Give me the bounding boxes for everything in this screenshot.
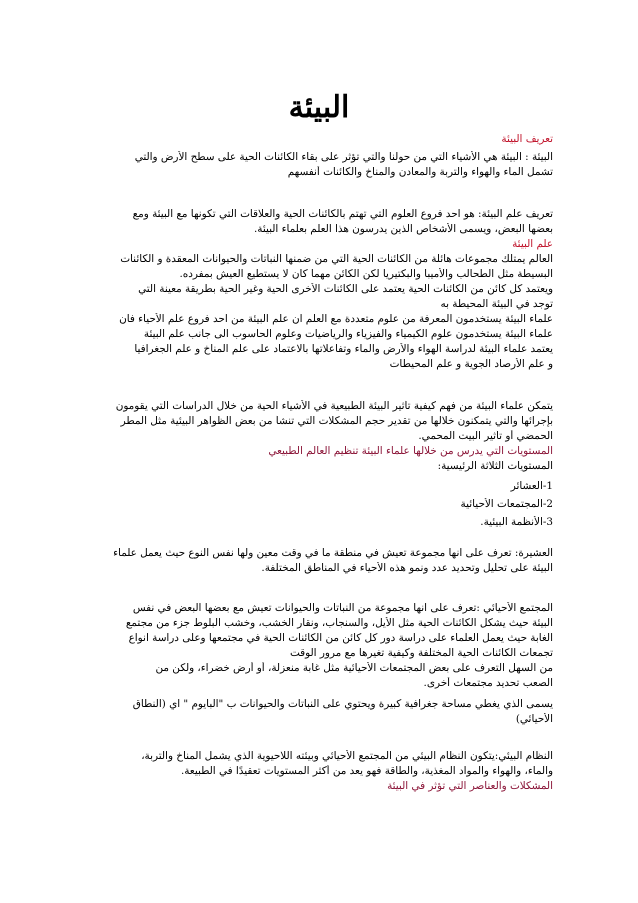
paragraph-line: البيئة على تحليل وتحديد عدد ونمو هذه الأحياء في المناطق المختلفة.	[261, 562, 553, 574]
paragraph-line: الأحيائي)	[515, 713, 553, 725]
section-heading: علم البيئة	[512, 238, 553, 250]
paragraph-line: البيئة : البيئة هي الأشياء التي من حولنا والتي تؤثر على بقاء الكائنات الحية على سطح الأرض والتي	[134, 151, 553, 163]
paragraph-line: يتمكن علماء البيئة من فهم كيفية تأثير البيئة الطبيعية في الأشياء الحية من خلال الدراسات التي يقومون	[115, 400, 553, 412]
paragraph-line: و علم الأرصاد الجوية و علم المحيطات	[389, 358, 553, 370]
list-item: 2-المجتمعات الأحيائية	[460, 498, 553, 510]
section-heading: تعريف البيئة	[501, 133, 553, 145]
paragraph-line: العالم يمتلك مجموعات هائلة من الكائنات الحية التي من ضمنها النباتات والحيوانات المعقدة و الكائنات	[120, 253, 553, 265]
paragraph-line: تجمعات الكائنات الحية المختلفة وكيفية تغيرها مع مرور الوقت	[289, 647, 553, 659]
paragraph-line: المستويات الثلاثة الرئيسية:	[437, 460, 553, 472]
paragraph-line: البيئة حيث يشكل الكائنات الحية مثل الأيل، والسنجاب، ونقار الخشب، وخشب البلوط جزء من مجتمع	[125, 617, 553, 629]
paragraph-line: تشمل الماء والهواء والتربة والمعادن والمناخ والكائنات أنفسهم	[287, 166, 553, 178]
paragraph-line: الغابة حيث يعمل العلماء على دراسة دور كل كائن من الكائنات الحية في مجتمعها وعلى دراسة انواع	[128, 632, 553, 644]
section-heading: المستويات التي يدرس من خلالها علماء البيئة تنظيم العالم الطبيعي	[268, 445, 553, 457]
paragraph-line: بعضها البعض، ويسمى الأشخاص الذين يدرسون هذا العلم بعلماء البيئة.	[253, 223, 553, 235]
paragraph-line: يعتمد علماء البيئة لدراسة الهواء والأرض والماء وتفاعلاتها بالاعتماد على علم المناخ و علم الجغرافيا	[134, 343, 553, 355]
paragraph-line: يسمى الذي يغطي مساحة جغرافية كبيرة ويحتوي على النباتات والحيوانات ب "البايوم " اي (النطاق	[132, 698, 553, 710]
paragraph-line: المجتمع الأحيائي :تعرف على انها مجموعة من النباتات والحيوانات تعيش مع بعضها البعض في نفس	[132, 602, 553, 614]
paragraph-line: الصعب تحديد مجتمعات أخرى.	[423, 677, 553, 689]
paragraph-line: من السهل التعرف على بعض المجتمعات الأحيائية مثل غابة منعزلة، أو أرض خضراء، ولكن من	[155, 662, 553, 674]
page-title: البيئة	[288, 90, 350, 125]
paragraph-line: الحمضي أو تأثير البيت المحمي.	[418, 430, 553, 442]
paragraph-line: البسيطة مثل الطحالب والأميبا والبكتيريا لكن الكائن مهما كان لا يستطيع العيش بمفرده.	[179, 268, 553, 280]
list-item: 1-العشائر	[510, 480, 553, 492]
paragraph-line: والماء، والهواء والمواد المغذية، والطاقة فهو يعد من أكثر المستويات تعقيدًا في الطبيعة.	[180, 765, 553, 777]
paragraph-line: بإجرائها والتي يتمكنون خلالها من تقدير حجم المشكلات التي تنشأ من بعض الظواهر البيئية مثل المطر	[120, 415, 553, 427]
paragraph-line: العشيرة: تعرف على انها مجموعة تعيش في منطقة ما في وقت معين ولها نفس النوع حيث يعمل علماء	[113, 547, 553, 559]
paragraph-line: تعريف علم البيئة: هو احد فروع العلوم التي تهتم بالكائنات الحية والعلاقات التي تكونها مع البيئة ومع	[132, 208, 553, 220]
paragraph-line: علماء البيئة يستخدمون علوم الكيمياء والفيزياء والرياضيات وعلوم الحاسوب الى جانب علم البيئة	[143, 328, 553, 340]
section-heading: المشكلات والعناصر التي تؤثر في البيئة	[387, 780, 553, 792]
paragraph-line: النظام البيئي:يتكون النظام البيئي من المجتمع الأحيائي وبيئته اللاحيوية الذي يشمل المناخ والتربة،	[141, 750, 553, 762]
paragraph-line: توجد في البيئة المحيطة به	[440, 298, 553, 310]
list-item: 3-الأنظمة البيئية.	[480, 516, 553, 528]
paragraph-line: علماء البيئة يستخدمون المعرفة من علوم متعددة مع العلم ان علم البيئة من احد فروع علم الأحياء فان	[119, 313, 553, 325]
paragraph-line: ويعتمد كل كائن من الكائنات الحية يعتمد على الكائنات الأخرى الحية وغير الحية بطريقة معينة التي	[138, 283, 553, 295]
